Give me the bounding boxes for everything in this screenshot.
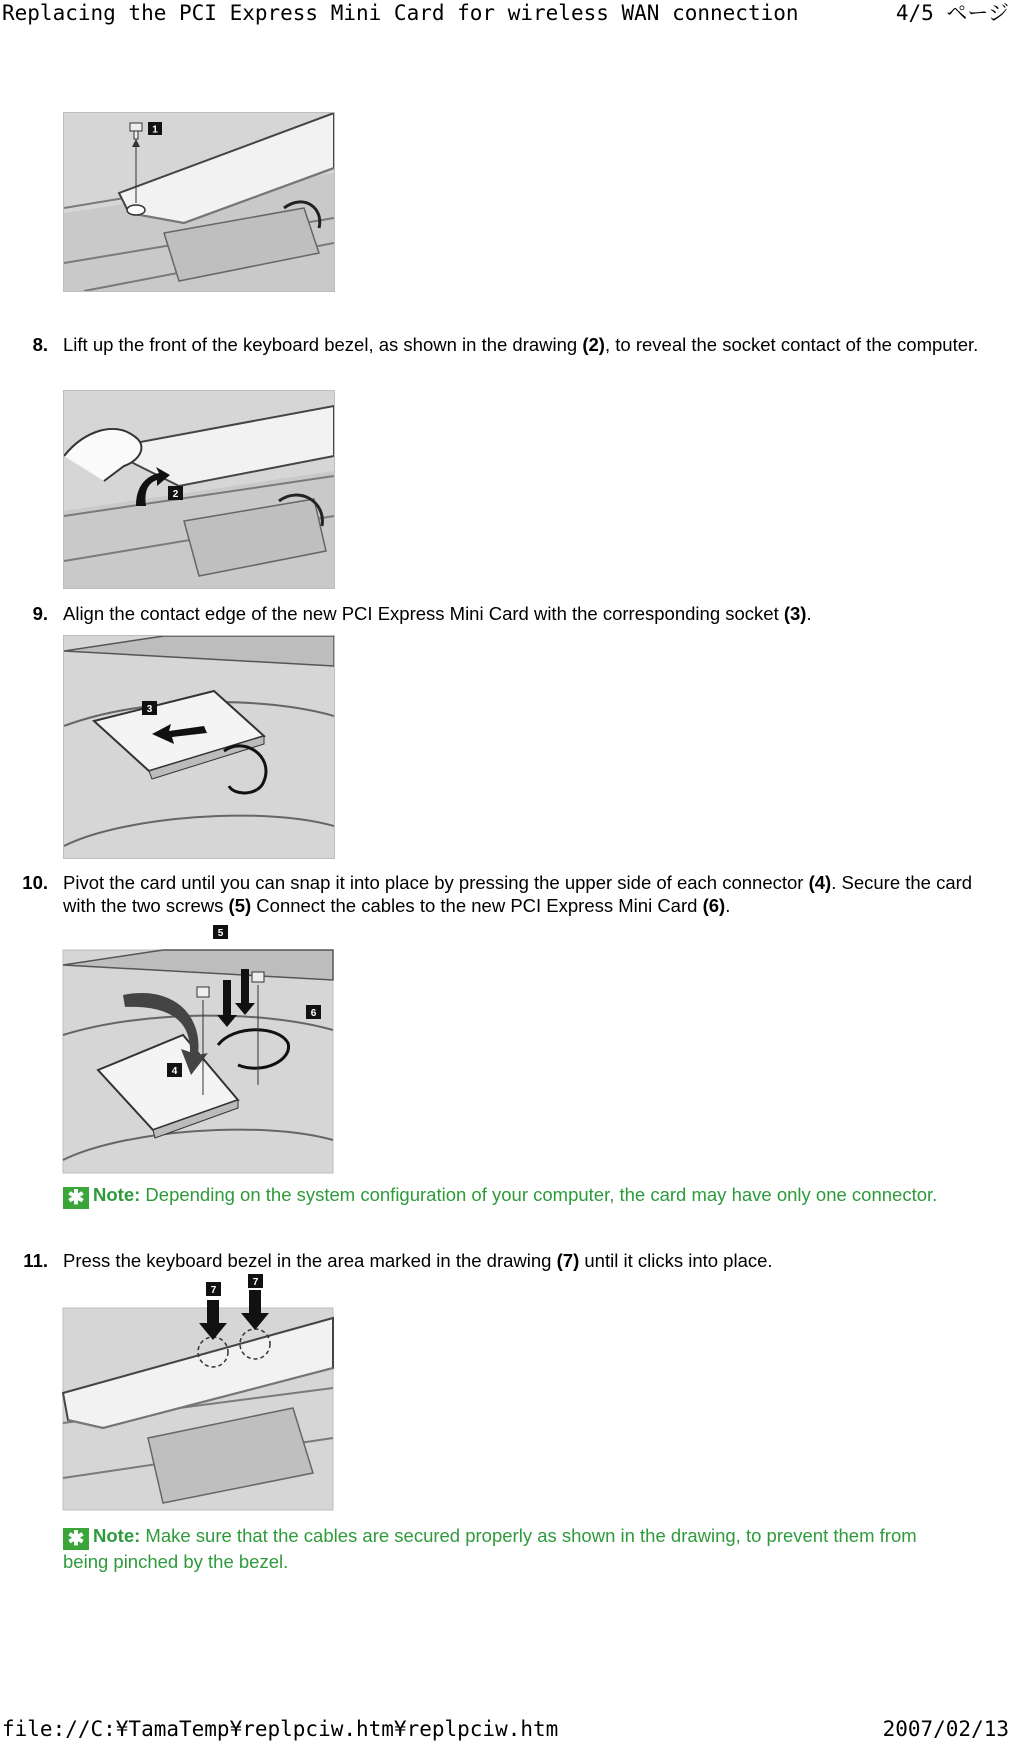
step-text: Align the contact edge of the new PCI Express Mini Card with the corresponding socket (3). — [63, 603, 812, 624]
step-number: 10. — [22, 872, 48, 893]
callout-2: 2 — [172, 489, 179, 500]
callout-7a: 7 — [210, 1285, 217, 1296]
step-number: 9. — [32, 603, 48, 624]
figure-press-bezel — [63, 1278, 333, 1510]
callout-1: 1 — [152, 124, 158, 136]
figure-remove-screw — [63, 112, 335, 292]
note-icon: ✱ — [63, 1187, 89, 1209]
callout-6: 6 — [310, 1008, 317, 1019]
step-text: Press the keyboard bezel in the area marked in the drawing (7) until it clicks into place. — [63, 1250, 773, 1271]
step-text: Lift up the front of the keyboard bezel, as shown in the drawing (2), to reveal the socket contact of the computer. — [63, 334, 979, 355]
page-header — [0, 0, 1013, 28]
callout-4: 4 — [171, 1066, 178, 1077]
note-cables-secured: ✱ Note: Make sure that the cables are secured properly as shown in the drawing, to prevent them from being pinched by the bezel. — [63, 1525, 917, 1572]
note-icon: ✱ — [63, 1528, 89, 1550]
page-footer — [0, 1716, 1013, 1744]
note-single-connector: ✱ Note: Depending on the system configuration of your computer, the card may have only one connector. — [63, 1183, 963, 1209]
step-number: 11. — [23, 1250, 48, 1271]
print-date: 2007/02/13 — [882, 1717, 1009, 1741]
callout-3: 3 — [146, 704, 153, 715]
page-title: Replacing the PCI Express Mini Card for wireless WAN connection — [2, 1, 799, 25]
page-number: 4/5 ページ — [895, 1, 1009, 25]
figure-lift-bezel — [63, 390, 335, 589]
callout-7b: 7 — [252, 1277, 259, 1288]
callout-5: 5 — [217, 928, 224, 939]
figure-pivot-card — [63, 925, 333, 1173]
file-path: file://C:¥TamaTemp¥replpciw.htm¥replpciw.htm — [2, 1717, 559, 1741]
figure-align-card — [63, 635, 335, 859]
step-text: Pivot the card until you can snap it into place by pressing the upper side of each connector (4). Secure the card with the two screws (5) Connect the cables to the new PCI Express Mini Card (6). — [63, 872, 973, 916]
step-number: 8. — [32, 334, 48, 355]
